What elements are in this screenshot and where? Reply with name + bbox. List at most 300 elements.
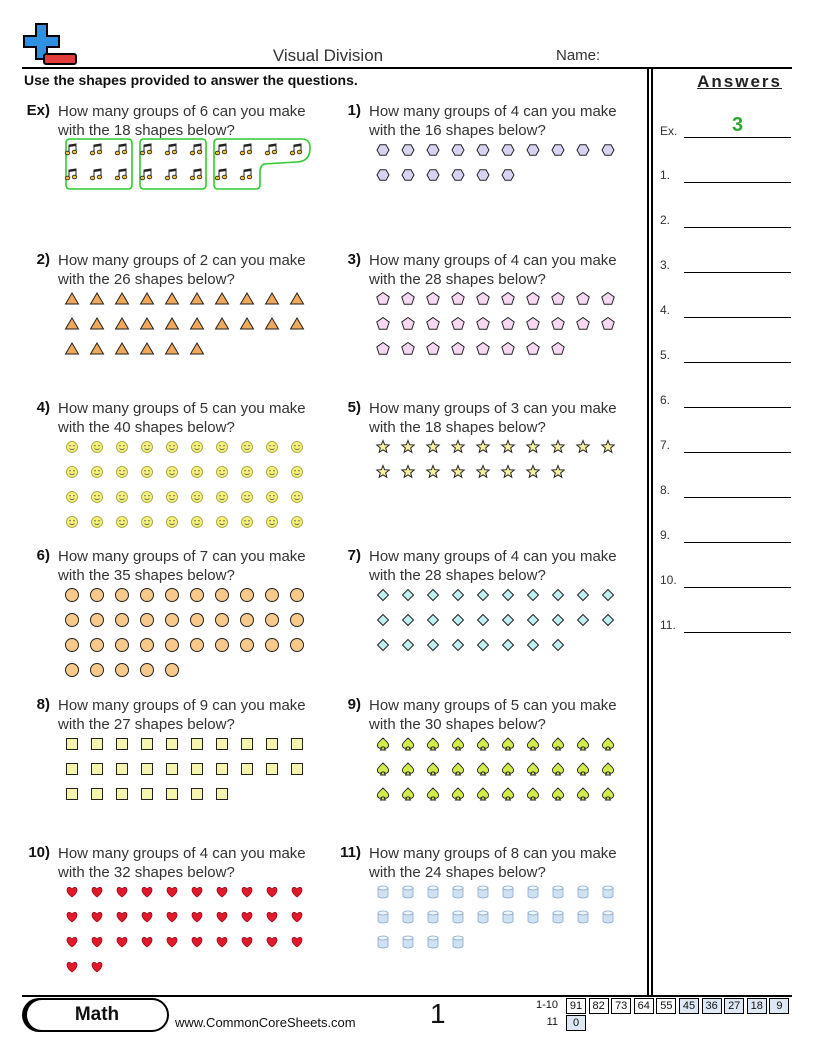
heart-shape [92, 962, 102, 972]
heart-shape [292, 937, 302, 947]
triangle-shape [66, 318, 79, 329]
circle-shape [291, 589, 304, 602]
cylinder-shape [428, 911, 438, 923]
diamond-shape [428, 590, 439, 601]
diamond-shape [403, 590, 414, 601]
smiley-shape [242, 442, 253, 453]
answer-line-4[interactable] [684, 317, 791, 318]
question-line-2: with the 27 shapes below? [58, 716, 235, 733]
cylinder-shape [378, 886, 388, 898]
triangle-shape [141, 343, 154, 354]
circle-shape [291, 614, 304, 627]
square-shape [67, 789, 78, 800]
star-shape [502, 441, 514, 453]
cylinder-shape [478, 886, 488, 898]
diamond-shape [428, 615, 439, 626]
question-line-2: with the 28 shapes below? [369, 271, 546, 288]
square-shape [167, 789, 178, 800]
spade-shape [552, 763, 563, 775]
question-text-q3 [369, 251, 639, 289]
circle-shape [266, 639, 279, 652]
triangle-shape [116, 318, 129, 329]
question-line-2: with the 32 shapes below? [58, 864, 235, 881]
circle-shape [166, 664, 179, 677]
question-line-1: How many groups of 2 can you make [58, 252, 306, 269]
shape-group-q2 [64, 289, 324, 375]
triangle-shape [141, 318, 154, 329]
heart-shape [142, 937, 152, 947]
heart-shape [92, 937, 102, 947]
question-number-q5: 5) [347, 399, 361, 416]
question-text-q1 [369, 102, 639, 140]
question-number-q3: 3) [347, 251, 361, 268]
score-cell: 18 [747, 998, 767, 1014]
square-shape [117, 739, 128, 750]
circle-shape [241, 589, 254, 602]
smiley-shape [292, 467, 303, 478]
square-shape [242, 739, 253, 750]
circle-shape [266, 614, 279, 627]
score-cell: 55 [656, 998, 676, 1014]
spade-shape [552, 788, 563, 800]
pentagon-shape [602, 293, 614, 305]
answer-line-8[interactable] [684, 497, 791, 498]
circle-shape [91, 639, 104, 652]
question-line-1: How many groups of 3 can you make [369, 400, 617, 417]
diamond-shape [453, 590, 464, 601]
diamond-shape [478, 640, 489, 651]
spade-shape [502, 763, 513, 775]
pentagon-shape [552, 293, 564, 305]
triangle-shape [191, 343, 204, 354]
cylinder-shape [453, 911, 463, 923]
score-cell: 45 [679, 998, 699, 1014]
heart-shape [292, 887, 302, 897]
question-text-q7 [369, 547, 639, 585]
smiley-shape [117, 517, 128, 528]
triangle-shape [266, 318, 279, 329]
square-shape [92, 764, 103, 775]
question-line-2: with the 24 shapes below? [369, 864, 546, 881]
question-number-q9: 9) [347, 696, 361, 713]
cylinder-shape [553, 886, 563, 898]
diamond-shape [503, 615, 514, 626]
smiley-shape [242, 492, 253, 503]
star-shape [377, 441, 389, 453]
spade-shape [452, 788, 463, 800]
star-shape [502, 466, 514, 478]
diamond-shape [403, 615, 414, 626]
music-note-shape [240, 144, 252, 155]
square-shape [267, 739, 278, 750]
smiley-shape [242, 467, 253, 478]
circle-shape [166, 614, 179, 627]
smiley-shape [167, 517, 178, 528]
pentagon-shape [552, 343, 564, 355]
score-row-label: 11 [546, 1016, 558, 1028]
circle-shape [241, 614, 254, 627]
heart-shape [142, 912, 152, 922]
cylinder-shape [528, 886, 538, 898]
smiley-shape [217, 442, 228, 453]
question-line-1: How many groups of 4 can you make [369, 252, 617, 269]
smiley-shape [117, 492, 128, 503]
spade-shape [377, 763, 388, 775]
question-line-2: with the 40 shapes below? [58, 419, 235, 436]
spade-shape [402, 738, 413, 750]
score-cell: 0 [566, 1015, 586, 1031]
smiley-shape [192, 492, 203, 503]
shape-group-q3 [375, 289, 635, 375]
pentagon-shape [527, 293, 539, 305]
question-line-2: with the 26 shapes below? [58, 271, 235, 288]
triangle-shape [166, 293, 179, 304]
circle-shape [116, 664, 129, 677]
score-cell: 64 [634, 998, 654, 1014]
answer-label-9: 9. [660, 528, 671, 542]
square-shape [217, 789, 228, 800]
star-shape [402, 441, 414, 453]
square-shape [242, 764, 253, 775]
answer-line-9[interactable] [684, 542, 791, 543]
diamond-shape [603, 590, 614, 601]
answer-line-10[interactable] [684, 587, 791, 588]
spade-shape [502, 738, 513, 750]
score-cell: 9 [769, 998, 789, 1014]
question-line-1: How many groups of 4 can you make [369, 103, 617, 120]
answer-line-ex [684, 137, 791, 138]
hexagon-shape [427, 170, 439, 180]
shape-group-q5 [375, 437, 635, 498]
heart-shape [92, 887, 102, 897]
star-shape [577, 441, 589, 453]
heart-shape [242, 912, 252, 922]
circle-shape [116, 614, 129, 627]
answer-line-1[interactable] [684, 182, 791, 183]
smiley-shape [117, 467, 128, 478]
smiley-shape [292, 442, 303, 453]
cylinder-shape [403, 936, 413, 948]
question-text-ex [58, 102, 328, 140]
circle-shape [141, 614, 154, 627]
shapes-svg [64, 882, 324, 988]
question-line-1: How many groups of 9 can you make [58, 697, 306, 714]
circle-shape [191, 614, 204, 627]
spade-shape [477, 763, 488, 775]
pentagon-shape [477, 318, 489, 330]
star-shape [552, 441, 564, 453]
spade-shape [577, 738, 588, 750]
diamond-shape [478, 590, 489, 601]
shape-group-q9 [375, 734, 635, 820]
pentagon-shape [502, 293, 514, 305]
name-label: Name: [556, 47, 601, 64]
answer-label-6: 6. [660, 393, 671, 407]
square-shape [292, 764, 303, 775]
hexagon-shape [477, 170, 489, 180]
answer-label-8: 8. [660, 483, 671, 497]
pentagon-shape [502, 343, 514, 355]
smiley-shape [267, 492, 278, 503]
heart-shape [242, 887, 252, 897]
pentagon-shape [452, 343, 464, 355]
heart-shape [192, 937, 202, 947]
diamond-shape [503, 590, 514, 601]
answer-line-2[interactable] [684, 227, 791, 228]
circle-shape [66, 589, 79, 602]
square-shape [92, 739, 103, 750]
question-text-q10 [58, 844, 328, 882]
shapes-svg [375, 882, 635, 963]
pentagon-shape [402, 318, 414, 330]
spade-shape [377, 788, 388, 800]
pentagon-shape [402, 293, 414, 305]
smiley-shape [67, 467, 78, 478]
answer-line-3[interactable] [684, 272, 791, 273]
shape-group-q4 [64, 437, 324, 548]
question-line-2: with the 30 shapes below? [369, 716, 546, 733]
smiley-shape [142, 467, 153, 478]
smiley-shape [192, 442, 203, 453]
circle-shape [116, 639, 129, 652]
smiley-shape [142, 442, 153, 453]
cylinder-shape [428, 886, 438, 898]
question-line-1: How many groups of 5 can you make [58, 400, 306, 417]
circle-shape [91, 614, 104, 627]
cylinder-shape [578, 911, 588, 923]
triangle-shape [216, 293, 229, 304]
triangle-shape [291, 293, 304, 304]
heart-shape [217, 912, 227, 922]
question-line-1: How many groups of 7 can you make [58, 548, 306, 565]
star-shape [427, 466, 439, 478]
heart-shape [167, 912, 177, 922]
heart-shape [67, 887, 77, 897]
smiley-shape [167, 442, 178, 453]
smiley-shape [217, 467, 228, 478]
music-note-shape [140, 144, 152, 155]
smiley-shape [92, 467, 103, 478]
pentagon-shape [452, 318, 464, 330]
shapes-svg [64, 585, 324, 691]
smiley-shape [92, 517, 103, 528]
cylinder-shape [403, 911, 413, 923]
answer-line-5[interactable] [684, 362, 791, 363]
circle-shape [166, 639, 179, 652]
pentagon-shape [477, 293, 489, 305]
star-shape [477, 441, 489, 453]
pentagon-shape [552, 318, 564, 330]
spade-shape [452, 763, 463, 775]
heart-shape [267, 887, 277, 897]
answer-line-7[interactable] [684, 452, 791, 453]
triangle-shape [66, 293, 79, 304]
square-shape [217, 739, 228, 750]
music-note-shape [65, 169, 77, 180]
question-number-q11: 11) [340, 844, 361, 861]
square-shape [167, 764, 178, 775]
diamond-shape [453, 615, 464, 626]
hexagon-shape [602, 145, 614, 155]
music-note-shape [140, 169, 152, 180]
spade-shape [427, 788, 438, 800]
question-line-1: How many groups of 8 can you make [369, 845, 617, 862]
smiley-shape [92, 442, 103, 453]
score-cell: 73 [611, 998, 631, 1014]
smiley-shape [167, 467, 178, 478]
heart-shape [92, 912, 102, 922]
shape-group-q7 [375, 585, 635, 671]
triangle-shape [166, 318, 179, 329]
heart-shape [142, 887, 152, 897]
heart-shape [292, 912, 302, 922]
answer-line-6[interactable] [684, 407, 791, 408]
circle-shape [216, 614, 229, 627]
shapes-svg [375, 734, 635, 815]
square-shape [217, 764, 228, 775]
cylinder-shape [478, 911, 488, 923]
hexagon-shape [477, 145, 489, 155]
hexagon-shape [527, 145, 539, 155]
pentagon-shape [427, 318, 439, 330]
circle-shape [91, 589, 104, 602]
square-shape [67, 764, 78, 775]
shapes-svg [375, 437, 635, 493]
circle-shape [141, 639, 154, 652]
triangle-shape [216, 318, 229, 329]
music-note-shape [290, 144, 302, 155]
answer-label-ex: Ex. [660, 124, 678, 138]
diamond-shape [603, 615, 614, 626]
hexagon-shape [377, 170, 389, 180]
square-shape [142, 789, 153, 800]
smiley-shape [242, 517, 253, 528]
triangle-shape [241, 318, 254, 329]
question-text-q11 [369, 844, 639, 882]
music-note-shape [190, 169, 202, 180]
question-line-1: How many groups of 5 can you make [369, 697, 617, 714]
heart-shape [267, 912, 277, 922]
diamond-shape [553, 590, 564, 601]
score-cell: 27 [724, 998, 744, 1014]
shape-group-q6 [64, 585, 324, 696]
hexagon-shape [427, 145, 439, 155]
music-note-shape [215, 144, 227, 155]
answer-label-1: 1. [660, 168, 671, 182]
instructions: Use the shapes provided to answer the questions. [24, 72, 358, 88]
spade-shape [602, 738, 613, 750]
diamond-shape [378, 615, 389, 626]
spade-shape [527, 763, 538, 775]
smiley-shape [192, 517, 203, 528]
cylinder-shape [603, 886, 613, 898]
cylinder-shape [453, 936, 463, 948]
pentagon-shape [527, 318, 539, 330]
heart-shape [192, 912, 202, 922]
smiley-shape [292, 492, 303, 503]
question-line-1: How many groups of 4 can you make [58, 845, 306, 862]
spade-shape [602, 763, 613, 775]
smiley-shape [217, 517, 228, 528]
smiley-shape [167, 492, 178, 503]
smiley-shape [142, 492, 153, 503]
cylinder-shape [403, 886, 413, 898]
heart-shape [117, 937, 127, 947]
shape-group-q10 [64, 882, 324, 993]
cylinder-shape [503, 886, 513, 898]
diamond-shape [528, 615, 539, 626]
triangle-shape [91, 343, 104, 354]
diamond-shape [528, 640, 539, 651]
pentagon-shape [527, 343, 539, 355]
answer-line-11[interactable] [684, 632, 791, 633]
music-note-shape [90, 144, 102, 155]
cylinder-shape [453, 886, 463, 898]
diamond-shape [553, 640, 564, 651]
score-cell: 82 [589, 998, 609, 1014]
music-note-shape [115, 144, 127, 155]
diamond-shape [378, 590, 389, 601]
score-cell: 36 [702, 998, 722, 1014]
hexagon-shape [502, 145, 514, 155]
cylinder-shape [378, 936, 388, 948]
heart-shape [117, 912, 127, 922]
spade-shape [602, 788, 613, 800]
square-shape [117, 789, 128, 800]
website-url: www.CommonCoreSheets.com [175, 1015, 356, 1030]
heart-shape [167, 937, 177, 947]
triangle-shape [166, 343, 179, 354]
pentagon-shape [452, 293, 464, 305]
music-note-shape [165, 144, 177, 155]
hexagon-shape [402, 145, 414, 155]
answer-label-11: 11. [660, 618, 676, 632]
circle-shape [66, 664, 79, 677]
pentagon-shape [377, 293, 389, 305]
music-note-shape [165, 169, 177, 180]
spade-shape [502, 788, 513, 800]
spade-shape [402, 788, 413, 800]
circle-shape [91, 664, 104, 677]
column-divider [647, 67, 653, 995]
question-number-q4: 4) [36, 399, 50, 416]
star-shape [527, 466, 539, 478]
diamond-shape [578, 615, 589, 626]
square-shape [67, 739, 78, 750]
pentagon-shape [402, 343, 414, 355]
triangle-shape [266, 293, 279, 304]
pentagon-shape [427, 293, 439, 305]
triangle-shape [191, 293, 204, 304]
hexagon-shape [577, 145, 589, 155]
heart-shape [67, 912, 77, 922]
circle-shape [216, 589, 229, 602]
score-row-label: 1-10 [535, 999, 558, 1011]
question-line-1: How many groups of 6 can you make [58, 103, 306, 120]
question-text-q4 [58, 399, 328, 437]
star-shape [452, 466, 464, 478]
spade-shape [452, 738, 463, 750]
smiley-shape [192, 467, 203, 478]
question-line-2: with the 28 shapes below? [369, 567, 546, 584]
question-number-q7: 7) [347, 547, 361, 564]
shapes-svg [64, 437, 324, 543]
circle-shape [216, 639, 229, 652]
diamond-shape [528, 590, 539, 601]
circle-shape [191, 589, 204, 602]
hexagon-shape [377, 145, 389, 155]
spade-shape [402, 763, 413, 775]
